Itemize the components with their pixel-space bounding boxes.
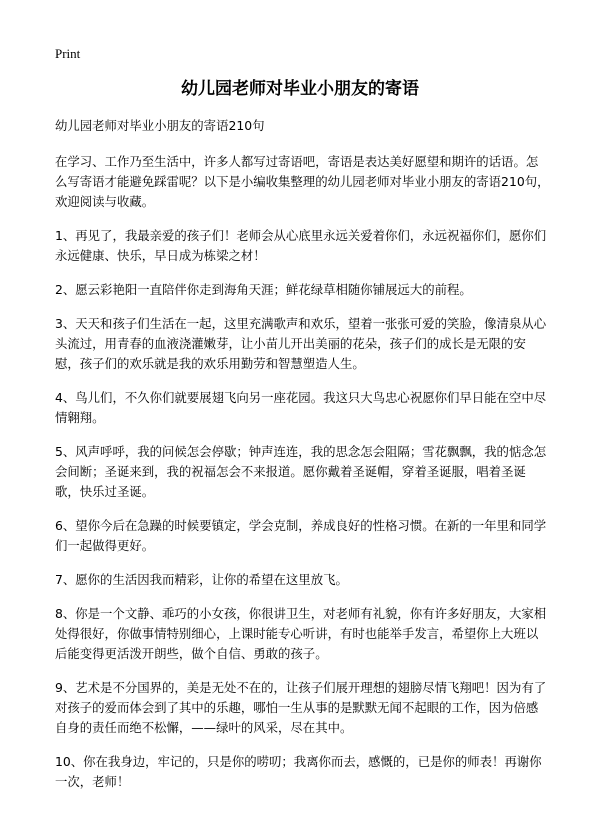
article-subtitle: 幼儿园老师对毕业小朋友的寄语210句 bbox=[55, 118, 265, 133]
page-title: 幼儿园老师对毕业小朋友的寄语 bbox=[181, 79, 419, 99]
article-intro: 在学习、工作乃至生活中，许多人都写过寄语吧，寄语是表达美好愿望和期许的话语。怎么写寄语才能避免踩雷呢？以下是小编收集整理的幼儿园老师对毕业小朋友的寄语210句，欢迎阅读与收藏。 bbox=[55, 154, 550, 209]
list-item: 2、愿云彩艳阳一直陪伴你走到海角天涯；鲜花绿草相随你铺展远大的前程。 bbox=[55, 282, 472, 297]
list-item: 7、愿你的生活因我而精彩，让你的希望在这里放飞。 bbox=[55, 572, 348, 587]
list-item: 8、你是一个文静、乖巧的小女孩，你很讲卫生，对老师有礼貌，你有许多好朋友，大家相处得很好，你做事情特别细心，上课时能专心听讲，有时也能举手发言，希望你上大班以后能变得更活泼开朗些，做个自信、勇敢的孩子。 bbox=[55, 606, 547, 661]
list-item: 3、天天和孩子们生活在一起，这里充满歌声和欢乐，望着一张张可爱的笑脸，像清泉从心头流过，用青春的血液浇灌嫩芽，让小苗儿开出美丽的花朵，孩子们的成长是无限的安慰，孩子们的欢乐就是我的欢乐用勤劳和智慧塑造人生。 bbox=[55, 316, 547, 371]
print-link[interactable]: Print bbox=[55, 46, 81, 61]
article-body bbox=[55, 116, 550, 806]
list-item: 1、再见了，我最亲爱的孩子们！老师会从心底里永远关爱着你们，永远祝福你们，愿你们永远健康、快乐，早日成为栋梁之材！ bbox=[55, 228, 547, 263]
list-item: 5、风声呼呼，我的问候怎会停歇；钟声连连，我的思念怎会阻隔；雪花飘飘，我的惦念怎会间断；圣诞来到，我的祝福怎会不来报道。愿你戴着圣诞帽，穿着圣诞服，唱着圣诞歌，快乐过圣诞。 bbox=[55, 444, 547, 499]
list-item: 9、艺术是不分国界的，美是无处不在的，让孩子们展开理想的翅膀尽情飞翔吧！因为有了对孩子的爱而体会到了其中的乐趣，哪怕一生从事的是默默无闻不起眼的工作，因为倍感自身的责任而绝不松懈，——绿叶的风采，尽在其中。 bbox=[55, 680, 547, 735]
list-item: 6、望你今后在急躁的时候要镇定，学会克制，养成良好的性格习惯。在新的一年里和同学们一起做得更好。 bbox=[55, 518, 547, 553]
list-item: 4、鸟儿们，不久你们就要展翅飞向另一座花园。我这只大鸟忠心祝愿你们早日能在空中尽情翱翔。 bbox=[55, 390, 547, 425]
list-item: 10、你在我身边，牢记的，只是你的唠叨；我离你而去，感慨的，已是你的师表！再谢你一次，老师！ bbox=[55, 754, 542, 789]
